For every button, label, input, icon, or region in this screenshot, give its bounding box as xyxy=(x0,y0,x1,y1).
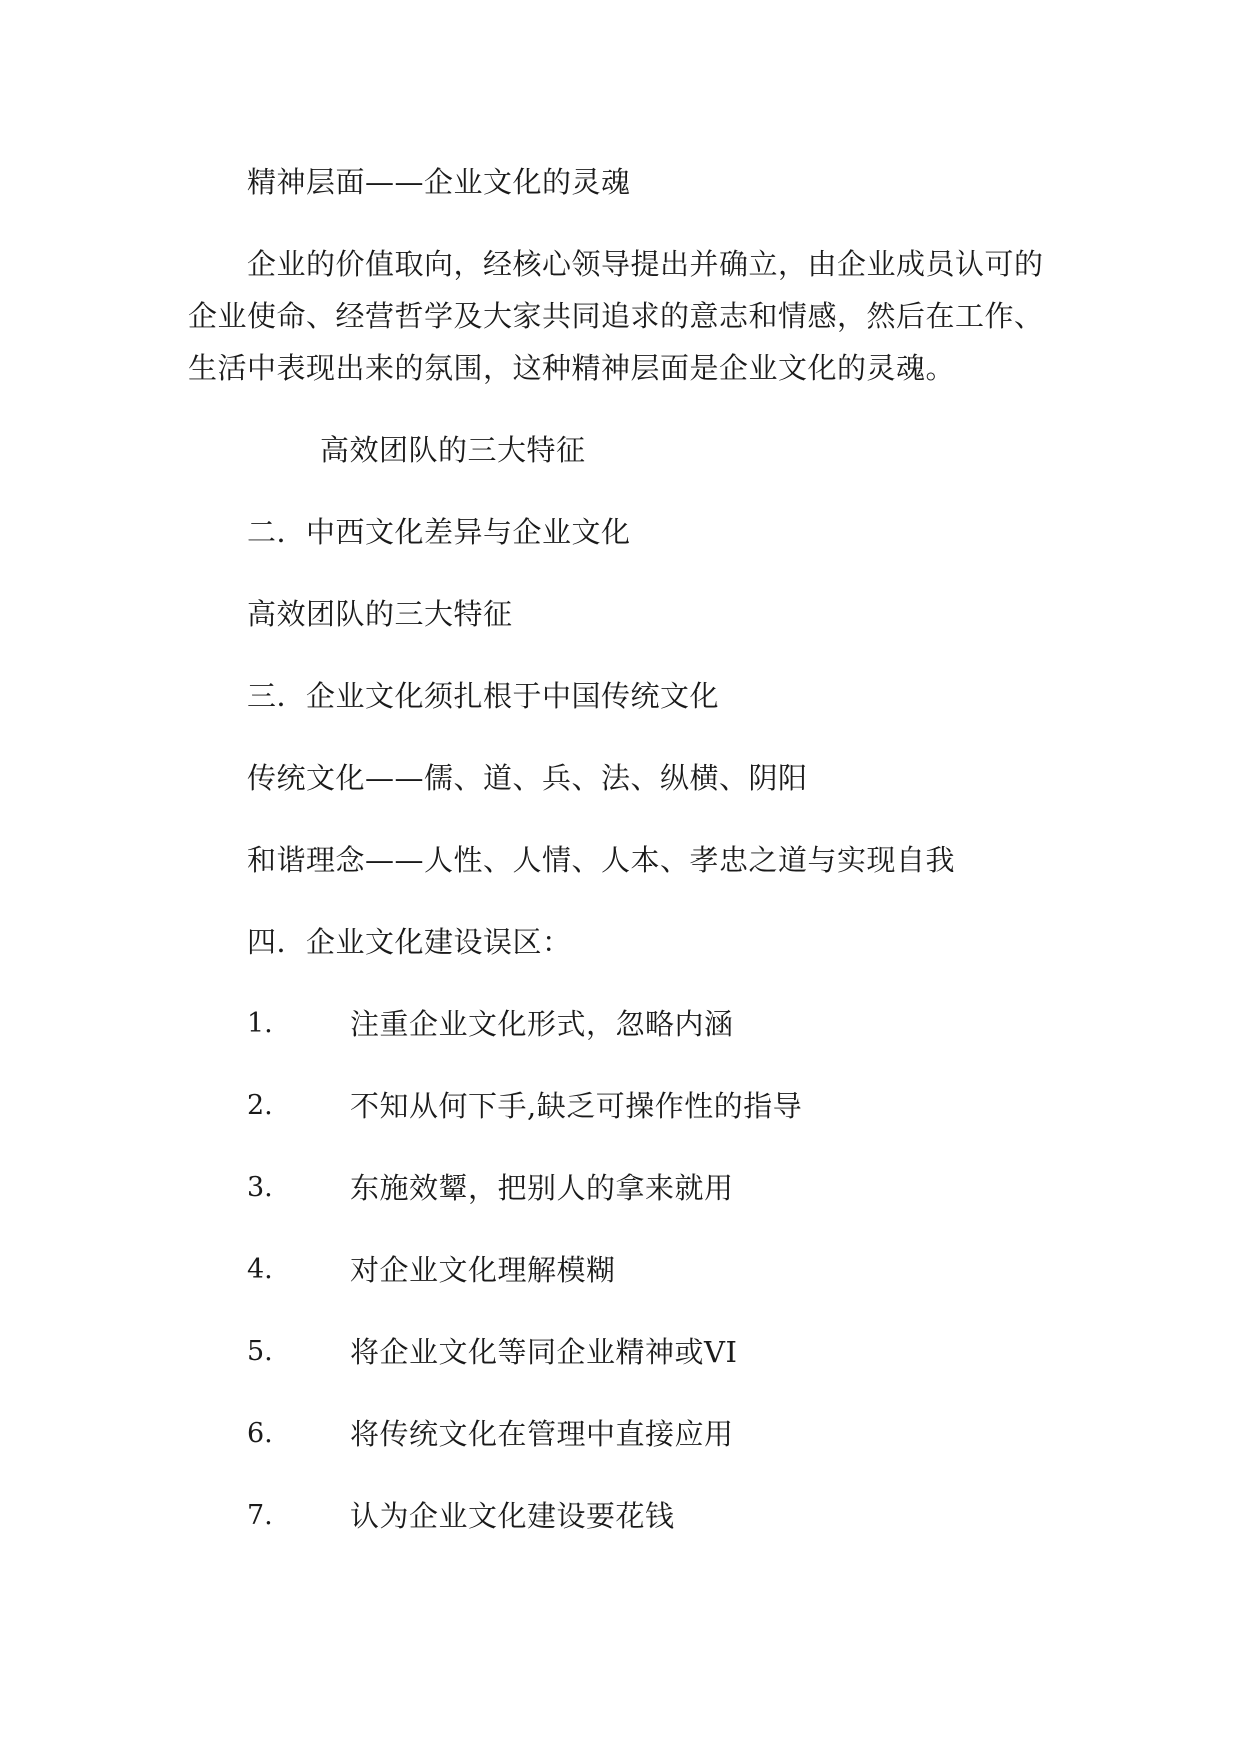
list-item-number: 5. xyxy=(247,1336,273,1367)
subheading-team: 高效团队的三大特征 xyxy=(320,433,586,467)
team-features-line: 高效团队的三大特征 xyxy=(247,597,513,631)
list-item-number: 3. xyxy=(247,1172,273,1203)
list-item-number: 6. xyxy=(247,1418,273,1449)
list-item-text: 不知从何下手,缺乏可操作性的指导 xyxy=(350,1089,803,1123)
list-item-number: 2. xyxy=(247,1090,273,1121)
list-item-text: 东施效颦，把别人的拿来就用 xyxy=(350,1171,734,1205)
harmony-concept-line: 和谐理念——人性、人情、人本、孝忠之道与实现自我 xyxy=(247,843,956,877)
list-item-number: 1. xyxy=(247,1008,273,1039)
heading-spirit: 精神层面——企业文化的灵魂 xyxy=(247,165,631,199)
list-item-text: 对企业文化理解模糊 xyxy=(350,1253,616,1287)
list-item-number: 4. xyxy=(247,1254,273,1285)
list-item-text: 注重企业文化形式，忽略内涵 xyxy=(350,1007,734,1041)
list-item-text: 认为企业文化建设要花钱 xyxy=(350,1499,675,1533)
paragraph-line-2: 企业使命、经营哲学及大家共同追求的意志和情感，然后在工作、 xyxy=(188,299,1044,333)
traditional-culture-line: 传统文化——儒、道、兵、法、纵横、阴阳 xyxy=(247,761,808,795)
list-item-number: 7. xyxy=(247,1500,273,1531)
list-item-text: 将传统文化在管理中直接应用 xyxy=(350,1417,734,1451)
list-item-text: 将企业文化等同企业精神或VI xyxy=(350,1335,738,1369)
section-four-heading: 四．企业文化建设误区： xyxy=(247,925,572,959)
paragraph-line-3: 生活中表现出来的氛围，这种精神层面是企业文化的灵魂。 xyxy=(188,351,956,385)
section-two-heading: 二．中西文化差异与企业文化 xyxy=(247,515,631,549)
paragraph-line-1: 企业的价值取向，经核心领导提出并确立，由企业成员认可的 xyxy=(247,247,1044,281)
section-three-heading: 三．企业文化须扎根于中国传统文化 xyxy=(247,679,720,713)
